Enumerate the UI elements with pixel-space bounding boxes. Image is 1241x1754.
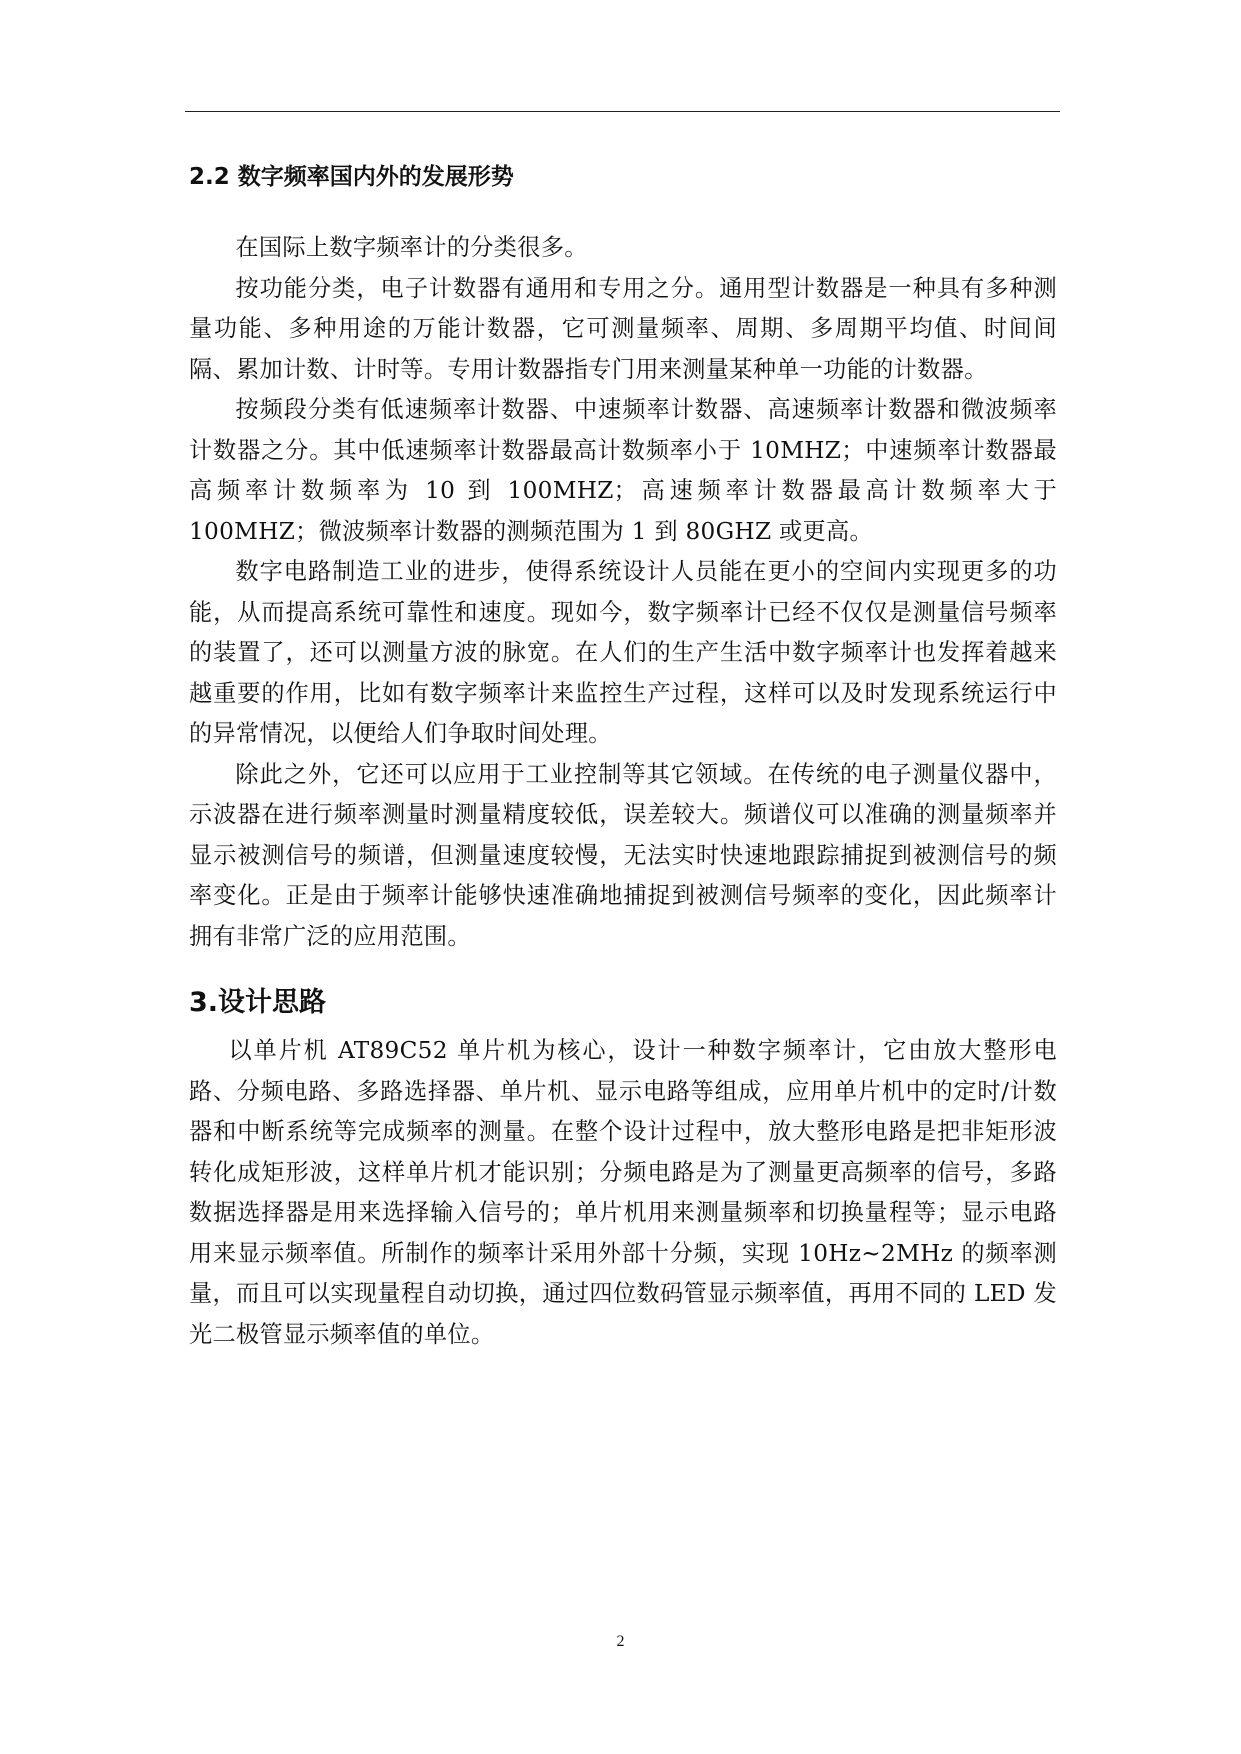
paragraph: 按频段分类有低速频率计数器、中速频率计数器、高速频率计数器和微波频率计数器之分。其中低速频率计数器最高计数频率小于 10MHZ；中速频率计数器最高频率计数频率为 10 到 100MHZ；高速频率计数器最高计数频率大于 100MHZ；微波频率计数器的测频范围为 1 到 80GHZ 或更高。 [189, 396, 1057, 545]
chapter-heading: 3.设计思路 [189, 987, 327, 1018]
page-number: 2 [616, 1633, 625, 1650]
paragraph: 在国际上数字频率计的分类很多。 [235, 234, 588, 261]
paragraph: 除此之外，它还可以应用于工业控制等其它领域。在传统的电子测量仪器中，示波器在进行频率测量时测量精度较低，误差较大。频谱仪可以准确的测量频率并显示被测信号的频谱，但测量速度较慢，无法实时快速地跟踪捕捉到被测信号的频率变化。正是由于频率计能够快速准确地捕捉到被测信号频率的变化，因此频率计拥有非常广泛的应用范围。 [189, 760, 1057, 950]
page-content [189, 160, 1057, 1355]
paragraph: 以单片机 AT89C52 单片机为核心，设计一种数字频率计，它由放大整形电路、分频电路、多路选择器、单片机、显示电路等组成，应用单片机中的定时/计数器和中断系统等完成频率的测量。在整个设计过程中，放大整形电路是把非矩形波转化成矩形波，这样单片机才能识别；分频电路是为了测量更高频率的信号，多路数据选择器是用来选择输入信号的；单片机用来测量频率和切换量程等；显示电路用来显示频率值。所制作的频率计采用外部十分频，实现 10Hz~2MHz 的频率测量，而且可以实现量程自动切换，通过四位数码管显示频率值，再用不同的 LED 发光二极管显示频率值的单位。 [189, 1037, 1057, 1348]
paragraph: 按功能分类，电子计数器有通用和专用之分。通用型计数器是一种具有多种测量功能、多种用途的万能计数器，它可测量频率、周期、多周期平均值、时间间隔、累加计数、计时等。专用计数器指专门用来测量某种单一功能的计数器。 [189, 274, 1057, 383]
header-rule [185, 111, 1060, 112]
section-heading: 2.2 数字频率国内外的发展形势 [189, 164, 514, 190]
paragraph: 数字电路制造工业的进步，使得系统设计人员能在更小的空间内实现更多的功能，从而提高系统可靠性和速度。现如今，数字频率计已经不仅仅是测量信号频率的装置了，还可以测量方波的脉宽。在人们的生产生活中数字频率计也发挥着越来越重要的作用，比如有数字频率计来监控生产过程，这样可以及时发现系统运行中的异常情况，以便给人们争取时间处理。 [189, 558, 1057, 747]
